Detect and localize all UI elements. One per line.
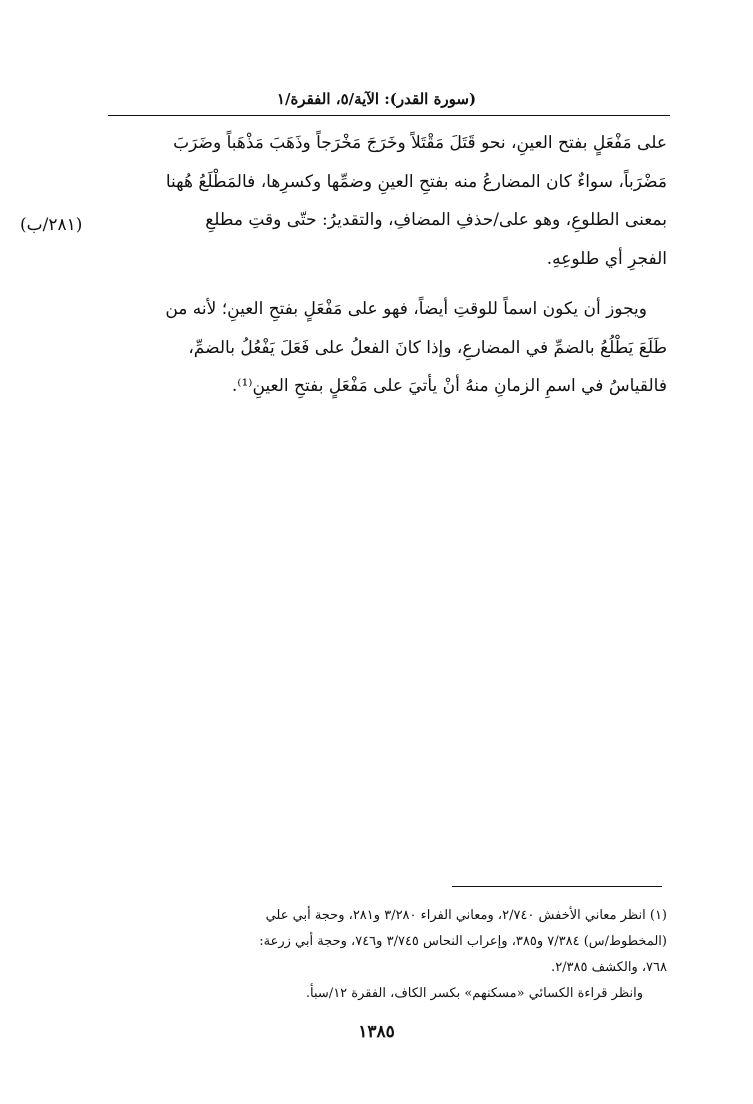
text-line: الفجرِ أي طلوعِهِ. [546, 248, 667, 269]
text-line: طَلَعَ يَطْلُعُ بالضمِّ في المضارعِ، وإذا كانَ الفعلُ على فَعَلَ يَفْعُلُ بالضمِّ، [188, 337, 667, 358]
footnote-line: (المخطوط/س) ٧/٣٨٤ و٣٨٥، وإعراب النحاس ٣/٧٤٥ و٧٤٦، وحجة أبي زرعة: [259, 934, 667, 949]
main-text [87, 124, 667, 406]
text-line: ويجوز أن يكون اسماً للوقتِ أيضاً، فهو على مَفْعَلٍ بفتحِ العينِ؛ لأنه من [165, 299, 647, 319]
footnote-line: (١) انظر معاني الأخفش ٢/٧٤٠، ومعاني الفراء ٣/٢٨٠ و٢٨١، وحجة أبي علي [265, 908, 667, 923]
text-line: بمعنى الطلوعِ، وهو على/حذفِ المضافِ، والتقديرُ: حتّى وقتِ مطلعِ [205, 210, 667, 230]
header-divider [108, 115, 670, 116]
footnote-line: وانظر قراءة الكسائي «مسكنهم» بكسر الكاف، الفقرة ١٢/سبأ. [305, 986, 643, 1001]
running-header: (سورة القدر): الآية/٥، الفقرة/١ [276, 90, 477, 108]
text-line: على مَفْعَلٍ بفتح العينِ، نحو قَتَلَ مَقْتَلاً وخَرَجَ مَخْرَجاً وذَهَبَ مَذْهَباً وضَرَبَ [173, 133, 667, 153]
paragraph-1 [87, 124, 667, 278]
page-number: ١٣٨٥ [358, 1022, 395, 1042]
footnotes [77, 903, 667, 1007]
text-line: فالقياسُ في اسمِ الزمانِ منهُ أنْ يأتيَ على مَفْعَلٍ بفتحِ العينِ⁽¹⁾. [231, 376, 667, 396]
footnote-line: ٧٦٨، والكشف ٢/٣٨٥. [551, 960, 667, 975]
paragraph-2 [87, 290, 667, 406]
text-line: مَضْرَباً، سواءٌ كان المضارعُ منه بفتحِ العينِ وضمِّها وكسرِها، فالمَطْلَعُ هُهنا [165, 171, 667, 192]
footnote-divider [452, 886, 662, 887]
manuscript-folio-marker: (٢٨١/ب) [20, 215, 83, 235]
